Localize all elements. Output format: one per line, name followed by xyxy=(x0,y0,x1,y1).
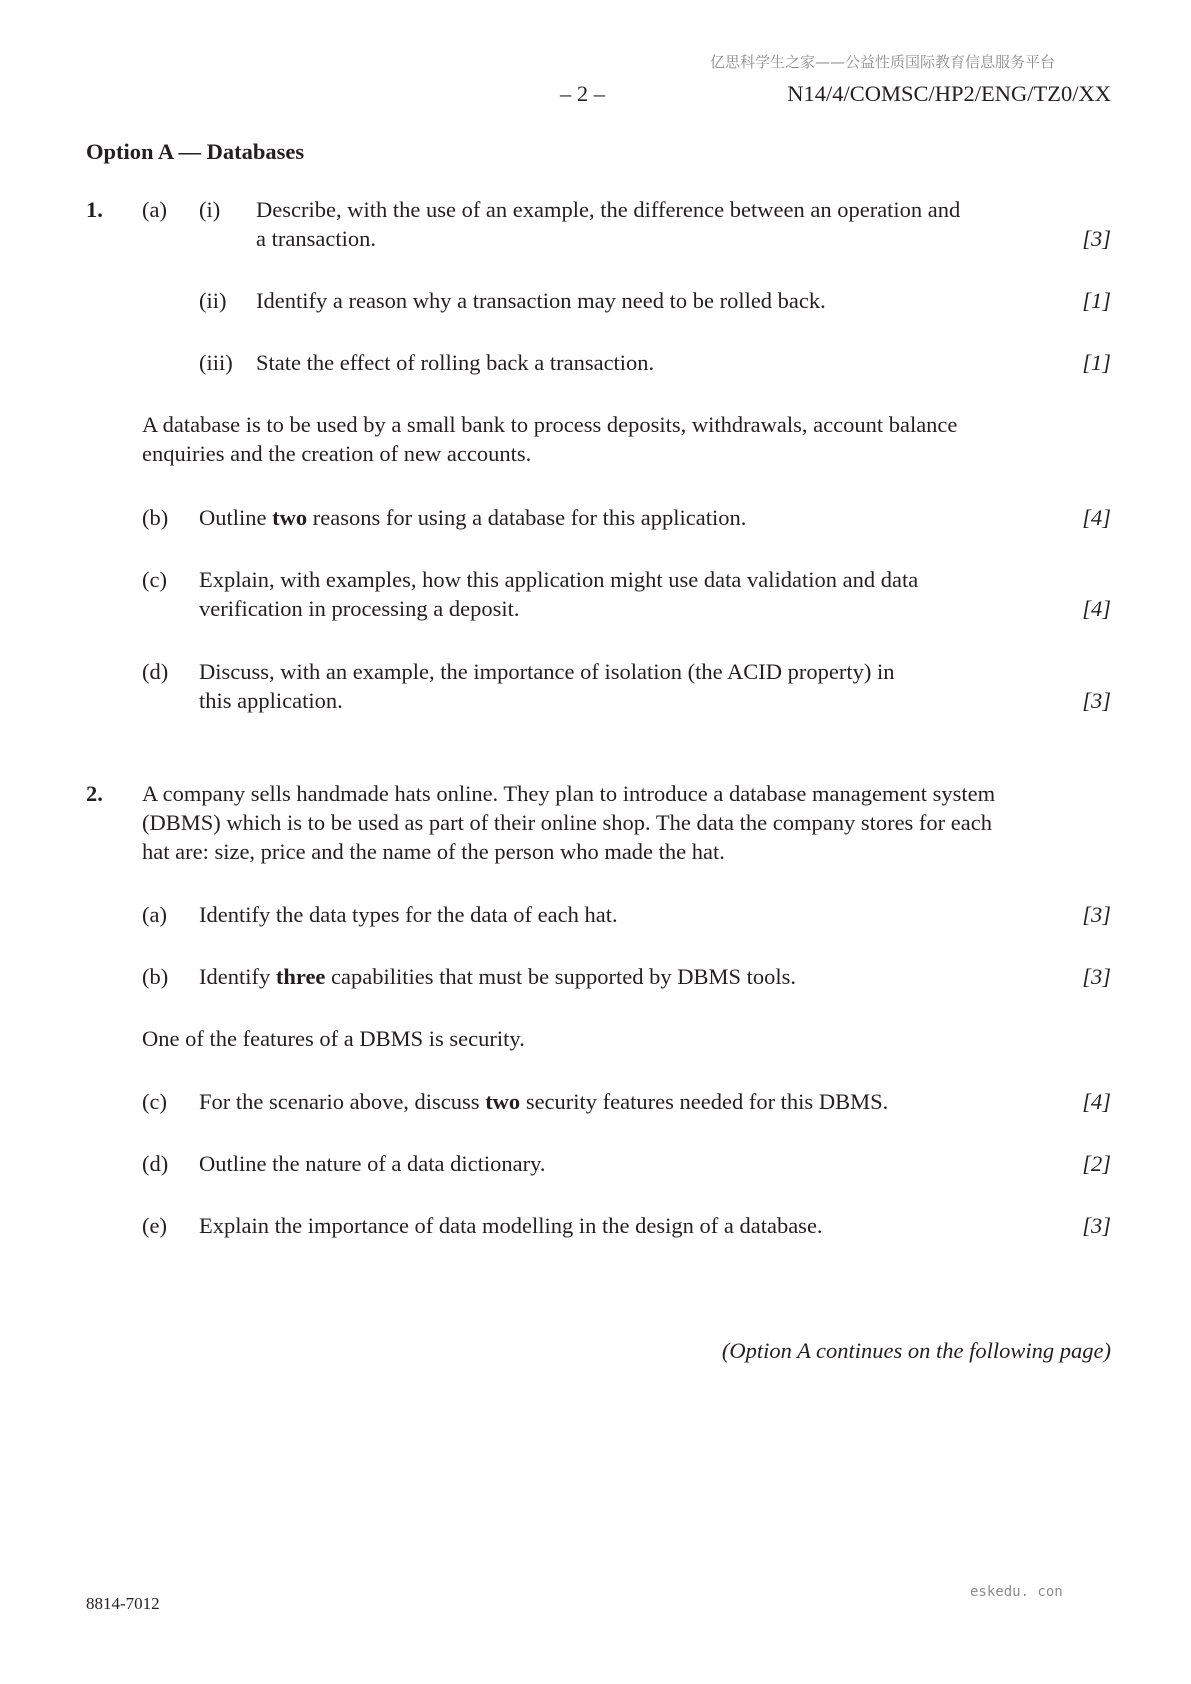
q1a-ii-marks: [1] xyxy=(1082,288,1111,313)
q2d-label: (d) xyxy=(142,1151,169,1176)
q1c-marks: [4] xyxy=(1082,596,1111,621)
section-title: Option A — Databases xyxy=(86,139,305,164)
q1a-i-line1: Describe, with the use of an example, the difference between an operation and xyxy=(256,197,961,222)
q2e-text: Explain the importance of data modelling in the design of a database. xyxy=(199,1213,823,1238)
page-number: – 2 – xyxy=(560,81,605,106)
q1a-i-line2: a transaction. xyxy=(256,226,376,251)
q1b-label: (b) xyxy=(142,505,169,530)
header-watermark: 亿思科学生之家——公益性质国际教育信息服务平台 xyxy=(709,53,1055,71)
q1a-iii-label: (iii) xyxy=(199,350,233,375)
q1a-i-marks: [3] xyxy=(1082,226,1111,251)
q2-context-line2: (DBMS) which is to be used as part of their online shop. The data the company stores for each xyxy=(142,810,993,835)
q2e-label: (e) xyxy=(142,1213,167,1238)
q2-context-line1: A company sells handmade hats online. They plan to introduce a database management system xyxy=(142,781,996,806)
q1a-iii-marks: [1] xyxy=(1082,350,1111,375)
q2-note: One of the features of a DBMS is security. xyxy=(142,1026,525,1051)
q1d-line2: this application. xyxy=(199,688,343,713)
q2-context-line3: hat are: size, price and the name of the person who made the hat. xyxy=(142,839,725,864)
q2c-label: (c) xyxy=(142,1089,167,1114)
footer-exam-code: 8814-7012 xyxy=(86,1594,160,1613)
q1b-marks: [4] xyxy=(1082,505,1111,530)
continue-note: (Option A continues on the following page) xyxy=(721,1338,1111,1363)
q1-context-line2: enquiries and the creation of new accounts. xyxy=(142,441,532,466)
q1a-ii-text: Identify a reason why a transaction may need to be rolled back. xyxy=(256,288,826,313)
q1a-ii-label: (ii) xyxy=(199,288,227,313)
q2c-text: For the scenario above, discuss two security features needed for this DBMS. xyxy=(199,1089,889,1114)
q2d-text: Outline the nature of a data dictionary. xyxy=(199,1151,546,1176)
paper-code: N14/4/COMSC/HP2/ENG/TZ0/XX xyxy=(787,81,1111,106)
q2a-text: Identify the data types for the data of each hat. xyxy=(199,902,618,927)
q2a-marks: [3] xyxy=(1082,902,1111,927)
q1a-label: (a) xyxy=(142,197,167,222)
q2d-marks: [2] xyxy=(1082,1151,1111,1176)
q1d-marks: [3] xyxy=(1082,688,1111,713)
footer-watermark: eskedu. con xyxy=(970,1584,1063,1600)
q1-context-line1: A database is to be used by a small bank to process deposits, withdrawals, account balance xyxy=(142,412,958,437)
q2b-marks: [3] xyxy=(1082,964,1111,989)
q2e-marks: [3] xyxy=(1082,1213,1111,1238)
q2a-label: (a) xyxy=(142,902,167,927)
q1c-label: (c) xyxy=(142,567,167,592)
q2c-marks: [4] xyxy=(1082,1089,1111,1114)
question-2-number: 2. xyxy=(86,781,103,806)
q1c-line1: Explain, with examples, how this application might use data validation and data xyxy=(199,567,919,592)
q1d-line1: Discuss, with an example, the importance of isolation (the ACID property) in xyxy=(199,659,895,684)
q1d-label: (d) xyxy=(142,659,169,684)
q2b-text: Identify three capabilities that must be supported by DBMS tools. xyxy=(199,964,797,989)
q1a-i-label: (i) xyxy=(199,197,221,222)
q1b-text: Outline two reasons for using a database for this application. xyxy=(199,505,747,530)
q1c-line2: verification in processing a deposit. xyxy=(199,596,520,621)
question-1-number: 1. xyxy=(86,197,103,222)
q2b-label: (b) xyxy=(142,964,169,989)
q1a-iii-text: State the effect of rolling back a transaction. xyxy=(256,350,655,375)
